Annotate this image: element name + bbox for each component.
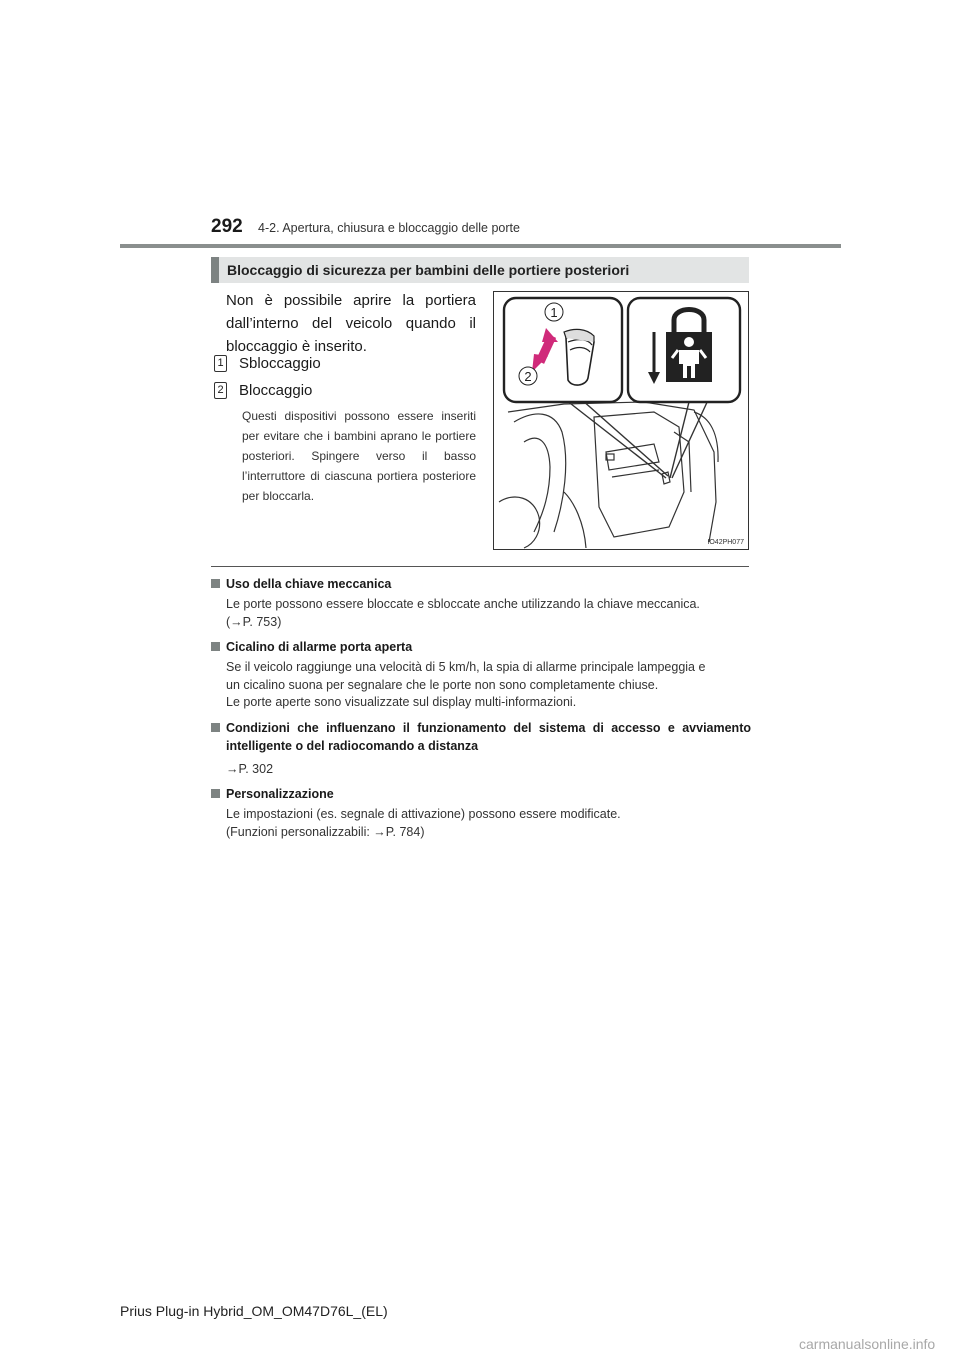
header-rule	[120, 244, 841, 248]
watermark: carmanualsonline.info	[799, 1336, 936, 1352]
note-body: →P. 302	[226, 761, 274, 776]
note-body: Se il veicolo raggiunge una velocità di 5 km/h, la spia di allarme principale lampeggia e un cicalino suona per segnalare che le porte non sono completamente chiuse. Le porte aperte sono visualizzate sul display multi-informazioni.	[226, 660, 706, 709]
bullet-square-icon	[211, 723, 220, 732]
step-number: 2	[214, 382, 227, 399]
bullet-square-icon	[211, 579, 220, 588]
note-item	[211, 719, 751, 779]
note-item	[211, 785, 751, 841]
step-lock	[214, 381, 312, 401]
illustration-drawing	[494, 292, 748, 549]
step-label: Sbloccaggio	[239, 355, 321, 372]
note-item	[211, 575, 751, 631]
note-title: Personalizzazione	[211, 785, 751, 803]
intro-text: Non è possibile aprire la portiera dall’interno del veicolo quando il bloccaggio è inserito.	[226, 292, 476, 355]
section-note: Questi dispositivi possono essere inseriti per evitare che i bambini aprano le portiere posteriori. Spingere verso il basso l’interruttore di ciascuna portiera posteriore per bloccarla.	[242, 409, 476, 503]
section-header	[211, 257, 749, 283]
footer-manual-id: Prius Plug-in Hybrid_OM_OM47D76L_(EL)	[120, 1303, 388, 1319]
child-lock-illustration	[493, 291, 749, 550]
note-title: Cicalino di allarme porta aperta	[211, 638, 751, 656]
callout-1: 1	[550, 305, 558, 320]
step-unlock	[214, 354, 321, 374]
callout-2: 2	[524, 369, 532, 384]
section-title: Bloccaggio di sicurezza per bambini delle portiere posteriori	[227, 262, 630, 278]
notes-list	[211, 575, 751, 848]
bullet-square-icon	[211, 642, 220, 651]
note-body: Le porte possono essere bloccate e sbloccate anche utilizzando la chiave meccanica. (→P. 753)	[226, 597, 700, 629]
step-label: Bloccaggio	[239, 382, 313, 399]
section-rule	[211, 566, 749, 567]
note-title: Condizioni che influenzano il funzionamento del sistema di accesso e avviamento intelligente o del radiocomando a distanza	[211, 719, 751, 755]
chapter-title: 4-2. Apertura, chiusura e bloccaggio delle porte	[258, 221, 520, 235]
bullet-square-icon	[211, 789, 220, 798]
note-item	[211, 638, 751, 712]
page-number: 292	[211, 216, 243, 237]
note-title: Uso della chiave meccanica	[211, 575, 751, 593]
step-number: 1	[214, 355, 227, 372]
image-code: IO42PH077	[707, 539, 744, 546]
note-body: Le impostazioni (es. segnale di attivazione) possono essere modificate. (Funzioni personalizzabili: →P. 784)	[226, 807, 621, 839]
section-header-bar	[211, 257, 219, 283]
